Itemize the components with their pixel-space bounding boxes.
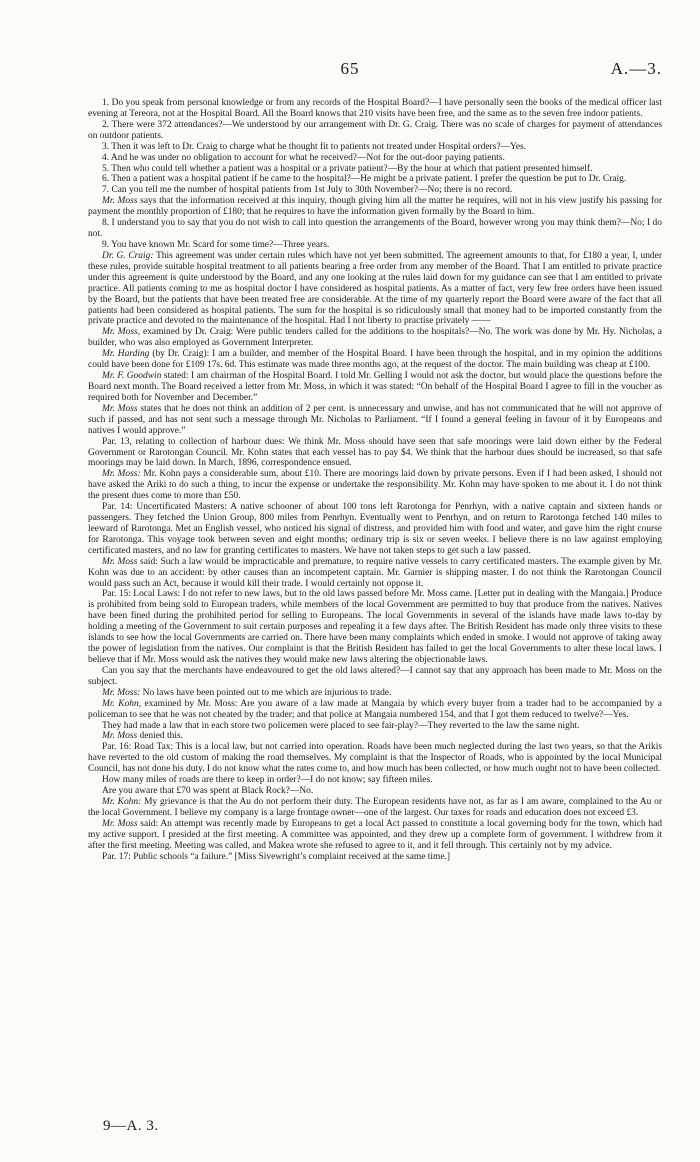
- paragraph: [88, 742, 662, 775]
- speaker-name: Mr. Moss: [102, 196, 138, 207]
- paragraph-text: This agreement was under certain rules which have not yet been submitted. The agreement amounts to that, for £180 a year, I, under these rules, provide suitable hospital treatment to all patients bearing a free order from any member of the Board. That I am entitled to private practice under this agreement is quite understood by the Board, and any one looking at the rules laid down for my guidance can see that I am entitled to private practice. All patients coming to me as hospital doctor I have considered as hospital patients. As a matter of fact, very few free orders have been issued by the Board, but the patients that have been treated free are considerable. At the time of my quarterly report the Board were aware of the fact that all patients had been considered as hospital patients. The sum for the hospital is so ridiculously small that money had to be imported constantly from the private practice and devoted to the maintenance of the hospital. Had I not liberty to practise privately ——: [88, 250, 662, 327]
- paragraph-text: My grievance is that the Au do not perform their duty. The European residents have not, as far as I am aware, complained to the Au or the local Government. I believe my company is a large frontage owner—one of the largest. Our taxes for roads and education does not exceed £3.: [88, 797, 662, 818]
- page-reference: A.—3.: [610, 59, 662, 78]
- paragraph-text: says that the information received at this inquiry, though giving him all the matter he requires, will not in his view justify his passing for payment the monthly proportion of £180; that he requires to have the information given formally by the Board to him.: [88, 196, 662, 218]
- paragraph-text: How many miles of roads are there to keep in order?—I do not know; say fifteen miles.: [102, 775, 433, 786]
- paragraph: [88, 120, 662, 142]
- paragraph: [88, 437, 662, 470]
- paragraph-text: 9. You have known Mr. Scard for some time?—Three years.: [102, 239, 330, 250]
- paragraph-text: Can you say that the merchants have endeavoured to get the old laws altered?—I cannot say that any approach has been made to Mr. Moss on the subject.: [88, 665, 662, 687]
- paragraph: [88, 371, 662, 404]
- speaker-name: Mr. Moss,: [102, 327, 141, 338]
- speaker-name: Mr. Moss:: [102, 469, 141, 480]
- paragraph: [88, 240, 662, 251]
- paragraph: [88, 589, 662, 665]
- document-body: [88, 98, 662, 863]
- paragraph: [88, 502, 662, 557]
- paragraph: [88, 557, 662, 590]
- speaker-name: Mr. Moss: [102, 818, 138, 829]
- speaker-name: Dr. G. Craig:: [102, 250, 154, 261]
- paragraph: [88, 731, 662, 742]
- paragraph: [88, 251, 662, 327]
- paragraph: [88, 786, 662, 797]
- speaker-name: Mr. Kohn:: [102, 797, 142, 807]
- paragraph-text: 1. Do you speak from personal knowledge or from any records of the Hospital Board?—I have personally seen the books of the medical officer last evening at Tereora, not at the Hospital Board. All the Board knows that 210 visits have been free, and the same as to the seven free indoor patients.: [88, 98, 662, 119]
- paragraph: [88, 797, 662, 819]
- paragraph-text: Par. 14: Uncertificated Masters: A native schooner of about 100 tons left Rarotonga for Penrhyn, with a native captain and sixteen hands or passengers. They fetched the Union Group, 800 miles from Penrhyn. Eventually went to Penrhyn, and on return to Rarotonga fetched 140 miles to leeward of Rarotonga. Met an English vessel, who noticed his signal of distress, and provided him with food and water, and gave him the right course for Rarotonga. This voyage took between seven and eight months; ordinary trip is six or seven weeks. I believe there is no law against employing certificated masters, and no law for granting certificates to masters. We have not taken steps to get such a law passed.: [88, 502, 662, 556]
- speaker-name: Mr. Moss: [102, 731, 138, 742]
- paragraph: [88, 349, 662, 371]
- speaker-name: Mr. Moss:: [102, 687, 141, 698]
- paragraph-text: 3. Then it was left to Dr. Craig to charge what he thought fit to patients not treated under Hospital orders?—Yes.: [102, 141, 527, 152]
- paragraph-text: Mr. Kohn pays a considerable sum, about £10. There are moorings laid down by private persons. Even if I had been asked, I should not have asked the Ariki to do such a thing, to incur the expense or undertake the responsibility. Mr. Kohn may have spoken to me about it. I do not think the present dues come to more than £50.: [88, 469, 662, 502]
- paragraph-text: They had made a law that in each store two policemen were placed to see fair-play?—They reverted to the law the same night.: [102, 720, 580, 731]
- paragraph-text: Par. 17: Public schools “a failure.” [Miss Sivewright’s complaint received at the same time.]: [102, 851, 451, 862]
- paragraph-text: Par. 15: Local Laws: I do not refer to new laws, but to the old laws passed before Mr. Moss came. [Letter put in dealing with the Mangaia.] Produce is prohibited from being sold to European traders, while members of the local Government are permitted to buy that produce from the natives. Natives have been fined during the prohibited period for selling to Europeans. The local Governments in several of the islands have made laws to-day by holding a meeting of the Government to suit certain purposes and repealing it a few days after. The British Resident has made only three visits to these islands to see how the local Governments are carried on. There have been many complaints which ended in smoke. I would not approve of taking away the power of legislation from the natives. Our complaint is that the British Resident has failed to get the local Governments to alter these local laws. I believe that if Mr. Moss would ask the natives they would make new laws altering the objectionable laws.: [88, 589, 662, 666]
- paragraph-text: 7. Can you tell me the number of hospital patients from 1st July to 30th November?—No; there is no record.: [102, 185, 513, 196]
- paragraph: [88, 153, 662, 164]
- paragraph-text: said: Such a law would be impracticable and premature, to require native vessels to carry certificated masters. The example given by Mr. Kohn was due to an accident: by other causes than an incompetent captain. Mr. Garnier is shipping master. I do not think the Rarotongan Council would pass such an Act, because it would kill their trade. I would certainly not oppose it.: [88, 556, 662, 589]
- paragraph: [88, 327, 662, 349]
- paragraph: [88, 775, 662, 786]
- paragraph-text: (by Dr. Craig): I am a builder, and member of the Hospital Board. I have been through the hospital, and in my opinion the additions could have been done for £109 17s. 6d. This estimate was made three months ago, at the request of the doctor. The main building was cheap at £100.: [88, 349, 663, 371]
- paragraph: [88, 819, 662, 852]
- paragraph-text: 2. There were 372 attendances?—We understood by our arrangement with Dr. G. Craig. There was no scale of charges for payment of attendances on outdoor patients.: [88, 119, 662, 141]
- paragraph: [88, 721, 662, 732]
- paragraph: [88, 688, 662, 699]
- paragraph: [88, 164, 662, 175]
- paragraph: [88, 98, 662, 120]
- paragraph-text: 4. And he was under no obligation to account for what he received?—Not for the out-door paying patients.: [102, 152, 505, 163]
- speaker-name: Mr. F. Goodwin: [102, 371, 162, 382]
- paragraph-text: examined by Dr. Craig: Were public tenders called for the additions to the hospitals?—No. The work was done by Mr. Hy. Nicholas, a builder, who was also employed as Government Interpreter.: [88, 327, 662, 349]
- paragraph-text: said: An attempt was recently made by Europeans to get a local Act passed to constitute a local governing body for the town, which had my active support. I presided at the first meeting. A committee was appointed, and they drew up a complete form of government. I withdrew from it after the first meeting. Meeting was called, and Makea wrote she refused to agree to it, and it fell through. This certainly not by my advice.: [88, 818, 662, 851]
- speaker-name: Mr. Kohn,: [102, 698, 142, 709]
- signature-mark: 9—A. 3.: [103, 1118, 159, 1134]
- paragraph-text: Par. 13, relating to collection of harbour dues: We think Mr. Moss should have seen that safe moorings were laid down either by the Federal Government or Rarotongan Council. Mr. Kohn states that each vessel has to pay $4. We think that the harbour dues should be increased, so that safe moorings may be laid down. In March, 1896, correspondence ensued.: [88, 436, 662, 469]
- paragraph-text: stated: I am chairman of the Hospital Board. I told Mr. Gelling I would not ask the doctor, but would place the questions before the Board next month. The Board received a letter from Mr. Moss, in which it was stated: “On behalf of the Hospital Board I agree to fill in the voucher as required both for November and December.”: [88, 371, 663, 403]
- paragraph: [88, 142, 662, 153]
- paragraph-text: 5. Then who could tell whether a patient was a hospital or a private patient?—By the hour at which that patient presented himself.: [102, 163, 593, 174]
- paragraph: [88, 852, 662, 863]
- paragraph: [88, 699, 662, 721]
- paragraph: [88, 666, 662, 688]
- paragraph-text: 8. I understand you to say that you do not wish to call into question the arrangements of the Board, however wrong you may think them?—No; I do not.: [88, 218, 662, 240]
- paragraph-text: examined by Mr. Moss: Are you aware of a law made at Mangaia by which every buyer from a trader had to be accompanied by a policeman to see that he was not cheated by the trader; and that police at Mangaia numbered 154, and that I got them reduced to twelve?—Yes.: [88, 698, 662, 720]
- paragraph: [88, 196, 662, 218]
- paragraph-text: denied this.: [139, 731, 184, 742]
- speaker-name: Mr. Moss: [102, 556, 138, 567]
- paragraph-text: No laws have been pointed out to me which are injurious to trade.: [142, 687, 392, 698]
- paragraph: [88, 185, 662, 196]
- paragraph-text: states that he does not think an addition of 2 per cent. is unnecessary and unwise, and has not communicated that he will not approve of such if passed, and has not sent such a message through Mr. Nicholas to Parliament. “If I found a general feeling in favour of it by Europeans and natives I would approve.”: [88, 403, 662, 436]
- paragraph: [88, 218, 662, 240]
- speaker-name: Mr. Moss: [102, 403, 138, 414]
- paragraph-text: Are you aware that £70 was spent at Black Rock?—No.: [102, 786, 314, 797]
- page-number: 65: [340, 59, 360, 78]
- paragraph-text: 6. Then a patient was a hospital patient if he came to the hospital?—He might be a private patient. I prefer the question be put to Dr. Craig.: [102, 174, 627, 185]
- paragraph-text: Par. 16: Road Tax: This is a local law, but not carried into operation. Roads have been much neglected during the last two years, so that the Arikis have reverted to the old custom of making the road themselves. My complaint is that the Inspector of Roads, who is appointed by the local Municipal Council, has not done his duty. I do not know what the rates come to, and how much has been collected, or how much ought not to have been collected.: [88, 742, 662, 775]
- paragraph: [88, 404, 662, 437]
- speaker-name: Mr. Harding: [102, 349, 150, 360]
- paragraph: [88, 174, 662, 185]
- paragraph: [88, 469, 662, 502]
